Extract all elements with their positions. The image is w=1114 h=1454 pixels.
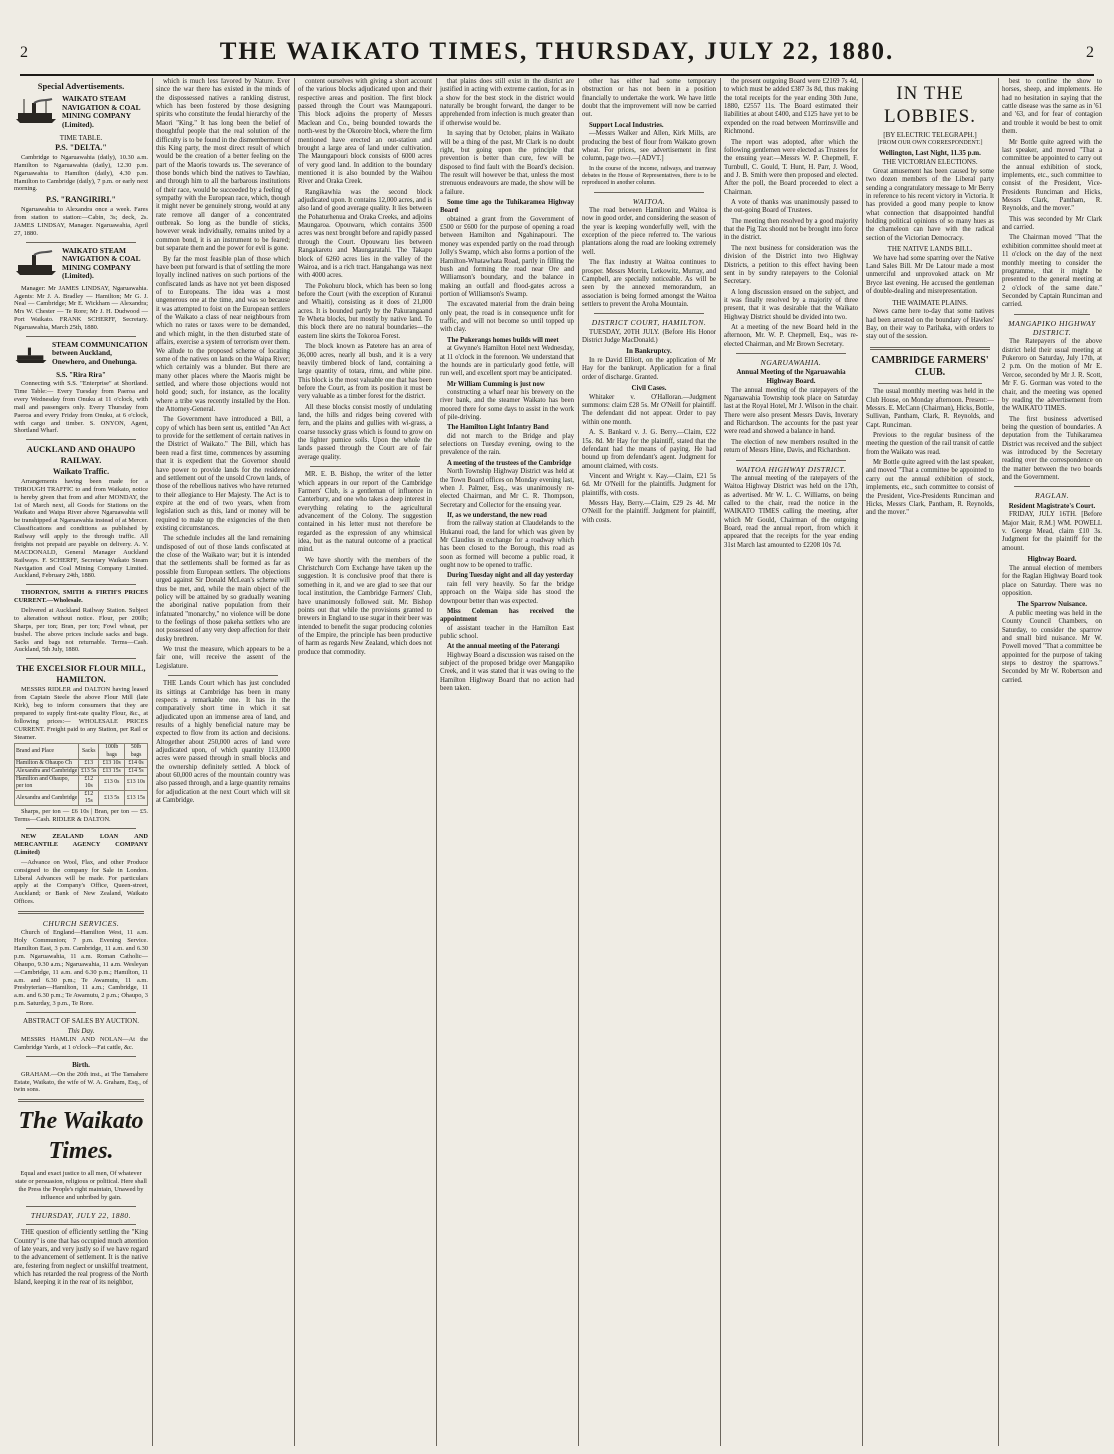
- article-paragraph: FRIDAY, JULY 16TH. [Before Major Mair, R.M.] WM. POWELL v. George Mead, claim £10 3s. Judgment for the plaintiff for the amount.: [1002, 511, 1102, 552]
- news-item-lead: Miss Coleman has received the appointment: [440, 607, 574, 624]
- article-paragraph: The meeting then resolved by a good majority that the Pig Tax should not be brought into force in the district.: [724, 217, 858, 242]
- table-cell: £13 5s: [99, 791, 125, 806]
- divider: [870, 347, 990, 350]
- table-cell: £13: [79, 759, 99, 767]
- table-cell: £12 10s: [79, 775, 99, 790]
- table-cell: Hamilton and Ohaupo, per ton: [15, 775, 79, 790]
- subheading: THE VICTORIAN ELECTIONS.: [882, 158, 978, 167]
- news-item-lead: At the annual meeting of the Paterangi: [447, 643, 560, 651]
- vessel-name: P.S. "DELTA.": [55, 143, 107, 153]
- table-header-cell: Brand and Place: [15, 744, 79, 759]
- subheading: THE NATIVE LANDS BILL.: [887, 245, 973, 254]
- column-8: [1002, 78, 1102, 1446]
- subheading: THE WAIMATE PLAINS.: [892, 298, 968, 307]
- news-item-body: North Township Highway District was held at the Town Board offices on Monday evening last, when J. Palmer, Esq., was unanimously re-elected Chairman, and Mr C. R. Thompson, Secretary and Collector for the ensuing year.: [440, 468, 574, 509]
- divider: [26, 1206, 136, 1207]
- article-paragraph: content ourselves with giving a short account of the various blocks adjudicated upon and their respective areas and position. The first block passed through the Court was Maungapouri. This block adjoins the property of Messrs Maclean and Co., being bounded towards the north-west by the Okoroire block, where the firm mentioned have erected an out-station and brought a large area of land under cultivation. The Maungapouri block consists of 6000 acres of very good land. In addition to the boundary mentioned it is also bounded by the Waihou River and Oraka Creek.: [298, 78, 432, 186]
- divider: [26, 1224, 136, 1225]
- article-paragraph: By far the most feasible plan of those which have been put forward is that of settling the more loyally inclined natives on such portions of the confiscated lands as have not yet been disposed of to Europeans. The idea was a most ungenerous one at the time, and was so because it was attempted to foist on the European settlers of the Waikato a class of near neighbours from which no rates or taxes were to be demanded, and which might, in the then disturbed state of affairs, exercise a system of terrorism over them. We allude to the proposed scheme of locating some of the natives on lands on the Waipa River; which certainly was a blunder. But there are many other places where the Maoris might be settled, and where those objections would not hold good; such, for instance, as the locality where a tribe was recently installed by the Hon. the Attorney-General.: [156, 255, 290, 414]
- article-paragraph: MR. E. B. Bishop, the writer of the letter which appears in our report of the Cambridge Farmers' Club, is a gentleman of influence in Canterbury, and one who takes a deep interest in everything relating to the agricultural advancement of the Colony. The suggestion contained in his letter must not therefore be regarded as the expression of any whimsical idea, but as the natural outcome of a practical mind.: [298, 471, 432, 554]
- column-rule: [294, 78, 295, 1446]
- ad-body: Manager: Mr JAMES LINDSAY, Ngaruawahia. Agents: Mr J. A. Bradley — Hamilton; Mr G. J. Neal — Cambridge; Mr E. Wickham — Alexandra; Mrs W. Chester — Te Rore; Mr J. H. Dudwood — Port Waikato. FRANK SCHERFF, Secretary. Ngaruawahia, March 25th, 1880.: [14, 284, 148, 332]
- news-item-lead: Some time ago the Tuhikaramea Highway Board: [440, 199, 574, 215]
- divider: [26, 1056, 136, 1057]
- ad-headline: THE EXCELSIOR FLOUR MILL, HAMILTON.: [16, 663, 146, 684]
- page-number-right: 2: [1086, 44, 1094, 61]
- advertisement: [14, 341, 148, 367]
- table-cell: £14 5s: [125, 767, 148, 775]
- news-item-lead: Support Local Industries.: [589, 121, 664, 129]
- advertisement: [14, 247, 148, 281]
- section-heading: MANGAPIKO HIGHWAY DISTRICT.: [1008, 318, 1096, 338]
- church-listing: Church of England—Hamilton West, 11 a.m. Holy Communion; 7 p.m. Evening Service. Hamilton East, 3 p.m. Cambridge, 11 a.m. and 6.30 p.m. Ngaruawahia, 11 a.m. Roman Catholic—Ohaupo, 9.30 a.m.; Ngaruawahia, 11 a.m. Wesleyan—Cambridge, 11 a.m. and 6.30 p.m.; Hamilton, 11 a.m. and 6.30 p.m.; Te Awamutu, 11 a.m. Presbyterian—Hamilton, 11 a.m.; Cambridge, 11 a.m. and 6.30 p.m.; Te Awamutu, 2 p.m.; Ohaupo, 3 p.m. Saturday, 3 p.m., Te Rore.: [14, 929, 148, 1008]
- section-heading: WAITOA HIGHWAY DISTRICT.: [736, 464, 846, 474]
- article-paragraph: The Ratepayers of the above district held their usual meeting at Pukeroro on Saturday, July 17th, at 2 p.m. On the motion of Mr E. Vercoe, seconded by Mr J. R. Scott, Mr F. G. Gorman was voted to the chair, and the meeting was opened by reading the advertisement from the WAIKATO TIMES.: [1002, 338, 1102, 413]
- article-paragraph: A public meeting was held in the County Council Chambers, on Saturday, to consider the sparrow and small bird nuisance. Mr W. Powell moved "That a committee be appointed for the purpose of taking steps to destroy the sparrows." Seconded by Mr W. Robertson and carried.: [1002, 609, 1102, 684]
- article-paragraph: The Government have introduced a Bill, a copy of which has been sent us, entitled "An Act to provide for the settlement of certain natives in the District of Waikato." The Bill, which has been read a first time, commences by assuming that it is expedient that the Governor should have power to provide lands for the residence and settlement out of the unsold Crown lands, of those of the rebellious natives who have returned to their allegiance to Her Majesty. The Act is to expire at the end of two years, when from legislation such as this, land or money will be required to make up the exigencies of the then existing circumstances.: [156, 416, 290, 533]
- ad-headline: WAIKATO STEAM NAVIGATION & COAL MINING COMPANY (Limited).: [62, 94, 141, 129]
- news-item-body: The excavated material from the drain being only peat, the road is in consequence unfit for traffic, and will not become so until topped up with clay.: [440, 301, 574, 334]
- table-header-row: [15, 744, 148, 759]
- table-cell: £13 15s: [99, 767, 125, 775]
- divider: [168, 675, 278, 676]
- article-paragraph: In saying that by October, plains in Waikato will be a thing of the past, Mr Clark is no doubt right, but going upon the principle that prevention is better than cure, few will be disposed to find fault with the Board's decision. The result will however be that, unless the most strenuous endeavours are made, the show will be a failure.: [440, 130, 574, 196]
- table-cell: Hamilton & Ohaupo Ch: [15, 759, 79, 767]
- news-item-body: —Messrs Walker and Allen, Kirk Mills, are producing the best of flour from Waikato grown wheat. For prices, see advertisement in first column, page two.—[ADVT.]: [582, 130, 716, 163]
- divider: [26, 828, 136, 829]
- ad-subhead: TIME TABLE.: [59, 133, 103, 142]
- correspondent-line: [FROM OUR OWN CORRESPONDENT.]: [877, 140, 983, 147]
- article-paragraph: The annual meeting of the ratepayers of the Ngaruawahia Township took place on Saturday last at the Royal Hotel, Mr J. Wilson in the chair. There were also present Messrs Davis, Inverary and Richardson. The accounts for the past year were read and showed a balance in hand.: [724, 386, 858, 436]
- article-paragraph: which is much less favored by Nature. Ever since the war there has existed in the minds of the dispossessed natives a rankling distrust, which has been fostered by those designing spirits who constitute the feudal hierarchy of the Maori "King." It has long been the belief of thoughtful people that the real solution of the difficulty is to be found in the dismemberment of this King party, the most direct result of which would be the creation of a better feeling on the part of the Maoris towards us. The severance of those bonds which bind the natives to Tawhiao, and through him to all the barbarous institutions of their race, would be succeeded by a feeling of sympathy with the European race, which, though it might never be genuinely strong, would at any rate remove all danger of a concentrated outbreak. So long as the bundle of sticks, however weak individually, remains united by a common bond, it is an instrument to be feared; but separate them and the power for evil is gone.: [156, 78, 290, 253]
- section-heading: NGARUAWAHIA.: [760, 358, 822, 368]
- column-rule: [720, 78, 721, 1446]
- page-number-left: 2: [20, 44, 28, 61]
- article-paragraph: best to confine the show to horses, sheep, and implements. He had no hesitation in saying that the cattle disease was the same as in '61 and '63, and for fear of contagion and trouble it would be best to omit them.: [1002, 78, 1102, 136]
- ad-headline: AUCKLAND AND OHAUPO RAILWAY.: [26, 444, 136, 465]
- table-cell: Alexandra and Cambridge: [15, 791, 79, 806]
- news-item-body: of assistant teacher in the Hamilton East public school.: [440, 624, 574, 640]
- article-paragraph: We trust the measure, which appears to be a fair one, will receive the assent of the Legislature.: [156, 646, 290, 670]
- column-rule: [998, 78, 999, 1446]
- table-cell: £13 5s: [79, 767, 99, 775]
- ad-headline: WAIKATO STEAM NAVIGATION & COAL MINING COMPANY (Limited).: [62, 245, 141, 281]
- steamship-icon: [14, 95, 58, 125]
- court-session: TUESDAY, 20TH JULY. (Before His Honor District Judge MacDonald.): [582, 328, 716, 345]
- column-7: [866, 78, 994, 1446]
- section-heading: CHURCH SERVICES.: [42, 919, 120, 929]
- article-paragraph: Great amusement has been caused by some two dozen members of the Liberal party sending a congratulatory message to Mr Berry in reference to his recent victory in Victoria. It has provided a good many people to know what connection that disappointed handful holding political opinions of so many hues as the chameleon can have with the radical section of the Victorian Democracy.: [866, 167, 994, 242]
- vessel-name: P.S. "RANGIRIRI.": [46, 195, 116, 205]
- masthead-title: THE WAIKATO TIMES, THURSDAY, JULY 22, 1880.: [219, 38, 895, 65]
- article-paragraph: Rangikawhia was the second block adjudicated upon. It contains 12,000 acres, and is also land of good average quality. It lies between the Pohaturhenua and Oraka Creeks, and adjoins Maungaroa. Opouwaru, which contains 3500 acres was next brought before and rapidly passed through the Court. Opouwaru lies between Rangakaretu and Maungaratahi. The Takapu block of 6260 acres lies in the valley of the Wairoa, and is a rich tract. Hangahanga was next with 4000 acres.: [298, 188, 432, 280]
- section-heading: WAITOA.: [632, 196, 666, 206]
- column-rule: [578, 78, 579, 1446]
- ad-body: Connecting with S.S. "Enterprise" at Shortland. Time Table:— Every Tuesday from Paeroa and every Wednesday from Onuku at 11 o'clock, with mail and passengers only. Every Thursday from Paeroa and every Friday from Onuku, at 6 o'clock, with cargo and timber. S. ONYON, Agent, Shortland Wharf.: [14, 380, 148, 435]
- table-cell: £13 10s: [125, 775, 148, 790]
- news-item-body: at Gwynne's Hamilton Hotel next Wednesday, at 11 o'clock in the forenoon. We understand that the hounds are in particularly good fettle, will run well, and excellent sport may be anticipated.: [440, 345, 574, 378]
- news-item-lead: A meeting of the trustees of the Cambridge: [447, 459, 572, 467]
- subheading: Highway Board.: [1027, 555, 1077, 564]
- subheading: Civil Cases.: [631, 384, 667, 393]
- article-paragraph: The road between Hamilton and Waitoa is now in good order, and considering the season of the year is keeping wonderfully well, with the exception of the piece referred to. The various plantations along the road are looking extremely well.: [582, 207, 716, 256]
- column-1: [14, 78, 148, 1446]
- article-paragraph: Mr Bottle quite agreed with the last speaker, and moved "That a committee be appointed to carry out the annual exhibition of stock, implements, etc., such committee to consist of the President, Vice-Presidents Runciman and Hicks, Messrs Clark, Pantham, R. Reynolds, and the mover.": [866, 459, 994, 517]
- news-item-lead: During Tuesday night and all day yesterday: [447, 572, 574, 580]
- section-subheading: [BY ELECTRIC TELEGRAPH.]: [883, 130, 977, 139]
- ad-subhead: Waikato Traffic.: [52, 467, 110, 477]
- ad-body: Delivered at Auckland Railway Station. Subject to alteration without notice. Flour, per 200lb; Sharps, per ton; Bran, per ton; Fowl wheat, per bushel. The above prices include sacks and bags. Sacks and bags not returnable. Terms—Cash. Auckland, 5th July, 1880.: [14, 607, 148, 654]
- court-case: Vincent and Wright v. Kay.—Claim, £21 5s 6d. Mr O'Neill for the plaintiffs. Judgment for plaintiffs, with costs.: [582, 472, 716, 497]
- ad-body: Arrangements having been made for a THROUGH TRAFFIC to and from Waikato, notice is hereby given that from and after MONDAY, the 1st of March next, all Goods for Stations on the Waikato and Waipa River above Ngaruawahia will be transhipped at Ngaruawahia instead of at Mercer. Classifications and conditions as published by Railway will apply to the through traffic. All freights not prepaid are payable on delivery. A. V. MACDONALD, General Manager Auckland Railways. F. SCHERFF, Secretary Waikato Steam Navigation and Coal Mining Company Limited. Auckland, February 24th, 1880.: [14, 477, 148, 580]
- court-case: Messrs Hay, Berry.—Claim, £29 2s 4d. Mr O'Neill for the plaintiff. Judgment for plaintiff, with costs.: [582, 500, 716, 524]
- advertisement: [14, 95, 148, 129]
- subheading: Annual Meeting of the Ngaruawahia Highway Board.: [736, 368, 846, 386]
- article-paragraph: A vote of thanks was unanimously passed to the out-going Board of Trustees.: [724, 199, 858, 215]
- divider: [736, 460, 846, 461]
- divider: [310, 466, 420, 467]
- table-header-cell: 50lb bags: [125, 744, 148, 759]
- article-paragraph: The annual election of members for the Raglan Highway Board took place on Saturday. There was no opposition.: [1002, 564, 1102, 597]
- steamship-icon: [14, 341, 48, 365]
- divider: [18, 1099, 144, 1102]
- table-header-cell: 100lb bags: [99, 744, 125, 759]
- article-paragraph: We have had some sparring over the Native Land Sales Bill. Mr De Latour made a most unmerciful and unprovoked attack on Mr Bryce last evening. He accused the gentleman of double-dealing and misrepresentation.: [866, 254, 994, 296]
- divider: [1014, 314, 1090, 315]
- article-paragraph: The usual monthly meeting was held in the Club House, on Monday afternoon. Present:—Messrs. E. McCann (Chairman), Hicks, Bottle, Sullivan, Pantham, Clark, R. Reynolds, and Capt. Runciman.: [866, 388, 994, 429]
- divider: [594, 313, 704, 314]
- divider: [26, 336, 136, 337]
- table-header-cell: Sacks: [79, 744, 99, 759]
- table-cell: £14 0s: [125, 759, 148, 767]
- table-cell: £13 15s: [125, 791, 148, 806]
- dateline: THURSDAY, JULY 22, 1880.: [30, 1210, 132, 1220]
- article-paragraph: The first business advertised being the question of boundaries. A deputation from the Tuhikaramea District was received and the subject was introduced by the Secretary reading over the correspondence on the matter between the two boards and the Government.: [1002, 415, 1102, 482]
- table-cell: £12 15s: [79, 791, 99, 806]
- subheading: In Bankruptcy.: [626, 347, 672, 356]
- divider: [18, 911, 144, 914]
- article-paragraph: The annual meeting of the ratepayers of the Waitoa Highway District was held on the 17th, as advertised. Mr W. L. C. Williams, on being called to the chair, read the notice in the WAIKATO TIMES calling the meeting, after which Mr Gould, Chairman of the outgoing Board, read the annual report, from which it appeared that the receipts for the year ending 31st March last amounted to £2208 10s 7d.: [724, 474, 858, 549]
- birth-heading: Birth.: [72, 1061, 90, 1070]
- abstract-day: This Day.: [67, 1026, 95, 1035]
- ad-body: Cambridge to Ngaruawahia (daily), 10.30 a.m. Hamilton to Ngaruawahia (daily), 12.30 p.m. Ngaruawahia to Hamilton (daily), 4.30 p.m. Hamilton to Cambridge (daily), 7 p.m. or early next morning.: [14, 153, 148, 193]
- table-cell: Alexandra and Cambridge: [16, 767, 78, 774]
- news-item-lead: If, as we understand, the new road: [447, 511, 547, 519]
- table-cell: £13 0s: [99, 775, 125, 790]
- leader-article: THE question of efficiently settling the "King Country" is one that has occupied much attention of late years, and very justly so if we have regard to the advancement of settlement. It is the native are, festering from neglect or unskilful treatment, which has retarded the real progress of the North Island, keeping it in the rear of its neighbor,: [14, 1229, 148, 1287]
- news-item-body: constructing a wharf near his brewery on the river bank, and the steamer Waikato has been moored there for some days to assist in the work of pile-driving.: [440, 388, 574, 422]
- divider: [26, 242, 136, 243]
- table-row: [15, 791, 148, 806]
- news-item-lead: Mr William Cumming is just now: [447, 380, 545, 388]
- divider: [736, 353, 846, 354]
- article-paragraph: Mr Bottle quite agreed with the last speaker, and moved "That a committee be appointed to carry out the annual exhibition of stock, implements, etc., such committee to consist of the President, Vice-Presidents Runciman and Hicks, Messrs Clark, Pantham, R. Reynolds, and the mover.": [1002, 138, 1102, 213]
- column-4: [440, 78, 574, 1446]
- column-rule: [152, 78, 153, 1446]
- article-paragraph: The election of new members resulted in the return of Messrs Hine, Davis, and Richardson.: [724, 438, 858, 455]
- ad-headline: THORNTON, SMITH & FIRTH'S PRICES CURRENT.—Wholesale.: [14, 589, 148, 605]
- table-row: [15, 775, 148, 790]
- divider: [1014, 486, 1090, 487]
- column-rule: [436, 78, 437, 1446]
- price-table: [14, 743, 148, 806]
- subheading: Resident Magistrate's Court.: [1008, 501, 1096, 510]
- article-paragraph: The report was adopted, after which the following gentlemen were elected as Trustees for the ensuing year:—Messrs W. P. Chepmell, F. Turnbull, C. Gould, T. Hunt, H. Parr, J. Wood, and J. B. Smith were then proposed and elected. After the poll, the Board proceeded to elect a Chairman.: [724, 138, 858, 196]
- court-case: Whitaker v. O'Halloran.—Judgment summons: claim £28 5s. Mr O'Neill for plaintiff. The defendant did not appear. Order to pay within one month.: [582, 393, 716, 426]
- divider: [26, 658, 136, 659]
- news-item-body: did not march to the Bridge and play selections on Tuesday evening, owing to the prevalence of the rain.: [440, 432, 574, 457]
- news-item-body: obtained a grant from the Government of £500 or £600 for the purpose of opening a road between Hamilton and Ngahinapouri. The money was expended partly on the road through Jolly's Swamp, which also forms a portion of the Hamilton-Whatawhata Road, partly in filling the bush and forming the road near Ore and Williamson's boundary, and the balance in making an outfall and flood-gates across a portion of Williamson's Swamp.: [440, 215, 574, 298]
- article-paragraph: The next business for consideration was the division of the District into two Highway Districts, a petition to this effect having been sent in by sundry ratepayers to the Colonial Secretary.: [724, 244, 858, 286]
- court-case: In re David Elliott, on the application of Mr Hay for the bankrupt. Application for a final order of discharge. Granted.: [582, 357, 716, 381]
- section-heading: RAGLAN.: [1034, 491, 1070, 501]
- section-heading: IN THE LOBBIES.: [884, 83, 976, 128]
- court-case: A. S. Bankard v. J. G. Berry.—Claim, £22 15s. 8d. Mr Hay for the plaintiff, stated that the defendant had the means of paying. He had bound up from defendant's agent. Judgment for amount claimed, with costs.: [582, 429, 716, 470]
- column-6: [724, 78, 858, 1446]
- newspaper-motto: Equal and exact justice to all men, Of whatever state or persuasion, religious or political. Here shall the Press the People's right maintain, Unawed by influence and unbribed by gain.: [15, 1170, 147, 1201]
- article-paragraph: The block known as Patetere has an area of 36,000 acres, nearly all bush, and it is a very heavily timbered block of land, containing a large quantity of totara, rimu, and white pine. This block is the most valuable one that has been before the Court, as from its position it must be very valuable as a timber forest for the district.: [298, 343, 432, 401]
- steamship-icon: [14, 247, 58, 277]
- section-heading: Special Advertisements.: [37, 81, 125, 91]
- article-paragraph: that plains does still exist in the district are justified in acting with extreme caution, for as in a show for the best stock in the district would naturally be brought forward, the danger to be apprehended from infection is much greater than if otherwise would be.: [440, 78, 574, 127]
- abstract-body: MESSRS HAMLIN AND NOLAN—At the Cambridge Yards, at 1 o'clock—Fat cattle, &c.: [14, 1036, 148, 1052]
- ad-headline: STEAM COMMUNICATION between Auckland, Onewhero, and Onehunga.: [52, 339, 148, 366]
- divider: [878, 383, 982, 384]
- article-paragraph: The Chairman moved "That the exhibition committee should meet at 11 o'clock on the day of the next monthly meeting to consider the programme, that it might be presented to the general meeting at 2 o'clock of the same date." Seconded by Captain Runciman and carried.: [1002, 234, 1102, 309]
- article-paragraph: At a meeting of the new Board held in the afternoon, Mr. W. P. Chepmell, Esq., was re-elected Chairman, and Mr Brown Secretary.: [724, 324, 858, 348]
- ad-footer: Sharps, per ton — £6 10s | Bran, per ton — £5. Terms—Cash. RIDLER & DALTON.: [14, 808, 148, 824]
- table-row: [15, 759, 148, 767]
- masthead: [20, 38, 1094, 76]
- dateline: Wellington, Last Night, 11.35 p.m.: [879, 148, 981, 157]
- birth-notice: GRAHAM.—On the 20th inst., at The Tamahere Estate, Waikato, the wife of W. A. Graham, Esq., of twin sons.: [14, 1070, 148, 1094]
- ad-body: Ngaruawahia to Alexandra once a week. Fares from station to station:—Cabin, 3s; deck, 2s. JAMES LINDSAY, Manager. Ngaruawahia, April 27, 1880.: [14, 206, 148, 237]
- vessel-name: S.S. "Rira Rira": [56, 370, 106, 379]
- table-cell: £13 10s: [99, 759, 125, 767]
- news-item-lead: The Pukerangs homes builds will meet: [447, 336, 559, 344]
- ad-body: MESSRS RIDLER and DALTON having leased from Captain Steele the above Flour Mill (late Kirk), beg to inform consumers that they are prepared to supply first-rate quality Flour, &c., at following prices:— WHOLESALE PRICES CURRENT. Freight paid to any Station, per Rail or Steamer.: [14, 686, 148, 741]
- article-paragraph: Previous to the regular business of the meeting the question of the rail transit of cattle from the Waikato was read.: [866, 432, 994, 456]
- divider: [26, 1012, 136, 1013]
- article-paragraph: The flax industry at Waitoa continues to prosper. Messrs Morrin, Letkowitz, Murray, and Campbell, are specially noticeable. As will be seen by the annexed memorandum, an association is being formed amongst the Waitoa settlers to prevent the Aroha Mountain.: [582, 259, 716, 308]
- divider: [26, 584, 136, 585]
- section-heading: DISTRICT COURT, HAMILTON.: [591, 318, 707, 328]
- news-item-body: rain fell very heavily. So far the bridge approach on the Waipa side has stood the downpour better than was expected.: [440, 580, 574, 605]
- column-rule: [862, 78, 863, 1446]
- article-paragraph: other has either had some temporary obstruction or has not been in a position financially to undertake the work. We have little doubt that the improvement will now be carried out.: [582, 78, 716, 119]
- divider: [594, 192, 704, 193]
- article-paragraph: the present outgoing Board were £2169 7s 4d, to which must be added £387 3s 8d, thus making the total receipts for the year ending 30th June, 1880, £2557 11s. The Board estimated their liabilities at about £400, and £125 have yet to be expended on the road between Morrinsville and Richmond.: [724, 78, 858, 136]
- article-paragraph: A long discussion ensued on the subject, and it was finally resolved by a majority of three present, that it was desirable that the Waikato Highway District should be divided into two.: [724, 288, 858, 321]
- subheading: The Sparrow Nuisance.: [1016, 600, 1088, 609]
- ad-body: —Advance on Wool, Flax, and other Produce consigned to the company for Sale in London. Liberal Advances will be made. For particulars apply at the Company's Office, Queen-street, Auckland; or Bank of New Zealand, Waikato Offices.: [14, 858, 148, 906]
- article-paragraph: All these blocks consist mostly of undulating land, the hills and ridges being covered with fern, and the plains and gullies with wi-grass, a coarse tussocky grass which is found to grow on the lighter pumice soils. Upon the whole the lands passed through the Court are of fair average quality.: [298, 403, 432, 461]
- divider: [26, 439, 136, 440]
- column-3: [298, 78, 432, 1446]
- news-item-lead: The Hamilton Light Infantry Band: [447, 424, 549, 432]
- section-heading: CAMBRIDGE FARMERS' CLUB.: [871, 354, 989, 378]
- article-paragraph: We have shortly with the members of the Christchurch Corn Exchange have taken up the suggestion. It is conclusive proof that there is something in it, and we are glad to see that our local institution, the Cambridge Farmers' Club, have unanimously followed suit. Mr. Bishop points out that while the provisions granted to brewers in England to use sugar in their beer was intended to benefit the sugar producing colonies of the Empire, the principle has been productive of harm as regards New Zealand, which does not produce that commodity.: [298, 556, 432, 656]
- news-item-body: from the railway station at Claudelands to the Hukanui road, the land for which was given by Mr Claudius in exchange for a roadway which has been closed to the Borough, this road as soon as formed will become a public road, it ought now to be opened to traffic.: [440, 520, 574, 570]
- article-paragraph: THE Lands Court which has just concluded its sittings at Cambridge has been in many respects a remarkable one. It has in the comparatively short time in which it sat adjudicated upon an immense area of land, and results of a highly beneficial nature may be expected to flow from its action and decisions. Altogether about 250,000 acres of land were adjudicated upon, of which quantity 113,000 acres were passed through in small blocks and the ownership definitely settled. A block of about 60,000 acres of the mountain country was also passed through, and a large quantity remains for adjudication at the next Court which will sit at Cambridge.: [156, 680, 290, 805]
- table-row: [15, 767, 148, 775]
- editorial-note: In the course of the income, railways, and tramway debates in the House of Representatives, there is to be reproduced in another column.: [582, 165, 716, 187]
- article-paragraph: News came here to-day that some natives had been arrested on the boundary of Hawkes' Bay, on their way to Parihaka, with orders to stay out of the session.: [866, 308, 994, 341]
- article-paragraph: This was seconded by Mr Clark and carried.: [1002, 215, 1102, 232]
- column-5: [582, 78, 716, 1446]
- newspaper-nameplate: The Waikato Times.: [18, 1108, 144, 1164]
- column-2: [156, 78, 290, 1446]
- ad-headline: NEW ZEALAND LOAN AND MERCANTILE AGENCY COMPANY (Limited): [14, 833, 148, 856]
- section-heading: ABSTRACT OF SALES BY AUCTION.: [22, 1017, 140, 1026]
- article-paragraph: The schedule includes all the land remaining undisposed of out of those lands confiscated at the close of the Waikato war; but it is intended that the settlements shall be formed as far as possible from European settlers. The objections urged against Sir Donald McLean's scheme will thus be met, and, while the main object of the policy will be attained by so gradually weaning the aboriginal native population from their infatuated "monarchy," no violence will be done to the feelings of those pakeha settlers who are not possessed of any very deep affection for their dusky brethren.: [156, 535, 290, 643]
- news-item-body: Highway Board a discussion was raised on the subject of the proposed bridge over Mangapiko Creek, and it was stated that it was owing to the Hamilton Highway Board that no action had been taken.: [440, 651, 574, 693]
- article-paragraph: The Pokohuru block, which has been so long before the Court (with the exception of Kuranui and Whaiti), consisting as it does of 21,000 acres. It is bounded partly by the Pakurangaand Te Wheta blocks, but mostly by native land. To this block there are no natural boundaries—the eastern line skirts the Tokoroa Forest.: [298, 282, 432, 340]
